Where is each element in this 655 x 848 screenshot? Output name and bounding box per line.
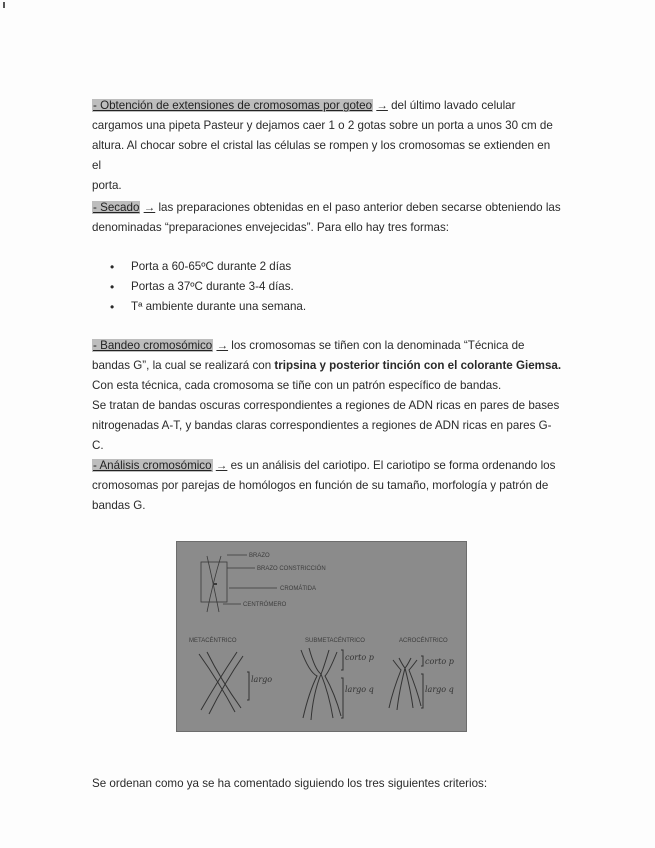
text: denominadas “preparaciones envejecidas”. Para ello hay tres formas:: [92, 221, 450, 234]
label-acrocentrico: ACROCÉNTRICO: [399, 638, 448, 644]
arrow: →: [215, 459, 228, 472]
note-corto: corto p: [345, 653, 374, 662]
section-secado: [92, 198, 562, 238]
bold-text: tripsina y posterior tinción con el colorante Giemsa.: [274, 359, 562, 372]
acrocentric-chromosome: [389, 656, 423, 710]
section-obtencion: [92, 96, 562, 196]
heading-obtencion: - Obtención de extensiones de cromosomas por goteo: [93, 99, 373, 112]
label-submetacentrico: SUBMETACÉNTRICO: [305, 638, 365, 644]
text: Se tratan de bandas oscuras correspondientes a regiones de ADN ricas en pares de bases: [92, 399, 560, 412]
text: cargamos una pipeta Pasteur y dejamos caer 1 o 2 gotas sobre un porta a unos 30 cm de: [92, 119, 553, 132]
metacentric-chromosome: [199, 652, 249, 714]
arrow: →: [216, 339, 229, 352]
text: bandas G”, la cual se realizará con: [92, 359, 275, 372]
submetacentric-chromosome: [301, 648, 343, 720]
section-bandeo: [92, 336, 562, 456]
label-cromatida: CROMÁTIDA: [280, 586, 316, 592]
text: Se ordenan como ya se ha comentado siguiendo los tres siguientes criterios:: [92, 777, 488, 790]
label-brazo: BRAZO: [249, 553, 270, 559]
text: nitrogenadas A-T, y bandas claras correspondientes a regiones de ADN ricas en pares G-C.: [92, 419, 552, 452]
label-metacentrico: METACÉNTRICO: [189, 638, 237, 644]
text: porta.: [92, 179, 122, 192]
footer-line: [92, 774, 562, 794]
label-constriccion: BRAZO CONSTRICCIÓN: [257, 566, 326, 572]
section-analisis: [92, 456, 562, 516]
text: del último lavado celular: [387, 99, 516, 112]
list-item: • Portas a 37ºC durante 3-4 días.: [110, 277, 306, 297]
arrow: →: [376, 99, 388, 112]
text: las preparaciones obtenidas en el paso anterior deben secarse obteniendo las: [155, 201, 561, 214]
text: Con esta técnica, cada cromosoma se tiñe con un patrón específico de bandas.: [92, 379, 502, 392]
list-item: • Porta a 60-65ºC durante 2 días: [110, 257, 306, 277]
text: altura. Al chocar sobre el cristal las células se rompen y los cromosomas se extienden en el: [92, 139, 551, 172]
text: bandas G.: [92, 499, 146, 512]
text: cromosomas por parejas de homólogos en función de su tamaño, morfología y patrón de: [92, 479, 549, 492]
note-corto-acro: corto p: [425, 657, 454, 666]
scan-mark: [3, 2, 5, 8]
heading-analisis: - Análisis cromosómico: [93, 459, 212, 472]
note-largo: largo: [251, 675, 273, 684]
text: es un análisis del cariotipo. El cariotipo se forma ordenando los: [227, 459, 556, 472]
drying-methods-list: [110, 257, 306, 317]
list-item: • Tª ambiente durante una semana.: [110, 297, 306, 317]
heading-bandeo: - Bandeo cromosómico: [93, 339, 213, 352]
note-largo-q: largo q: [345, 685, 374, 694]
heading-secado: - Secado: [93, 201, 140, 214]
chromosome-diagram: [176, 541, 467, 732]
arrow: →: [143, 201, 156, 214]
label-centromero: CENTRÓMERO: [243, 602, 287, 608]
chromosome-diagram-svg: [177, 542, 466, 731]
note-largo-acro: largo q: [425, 685, 454, 694]
text: los cromosomas se tiñen con la denominada “Técnica de: [228, 339, 525, 352]
